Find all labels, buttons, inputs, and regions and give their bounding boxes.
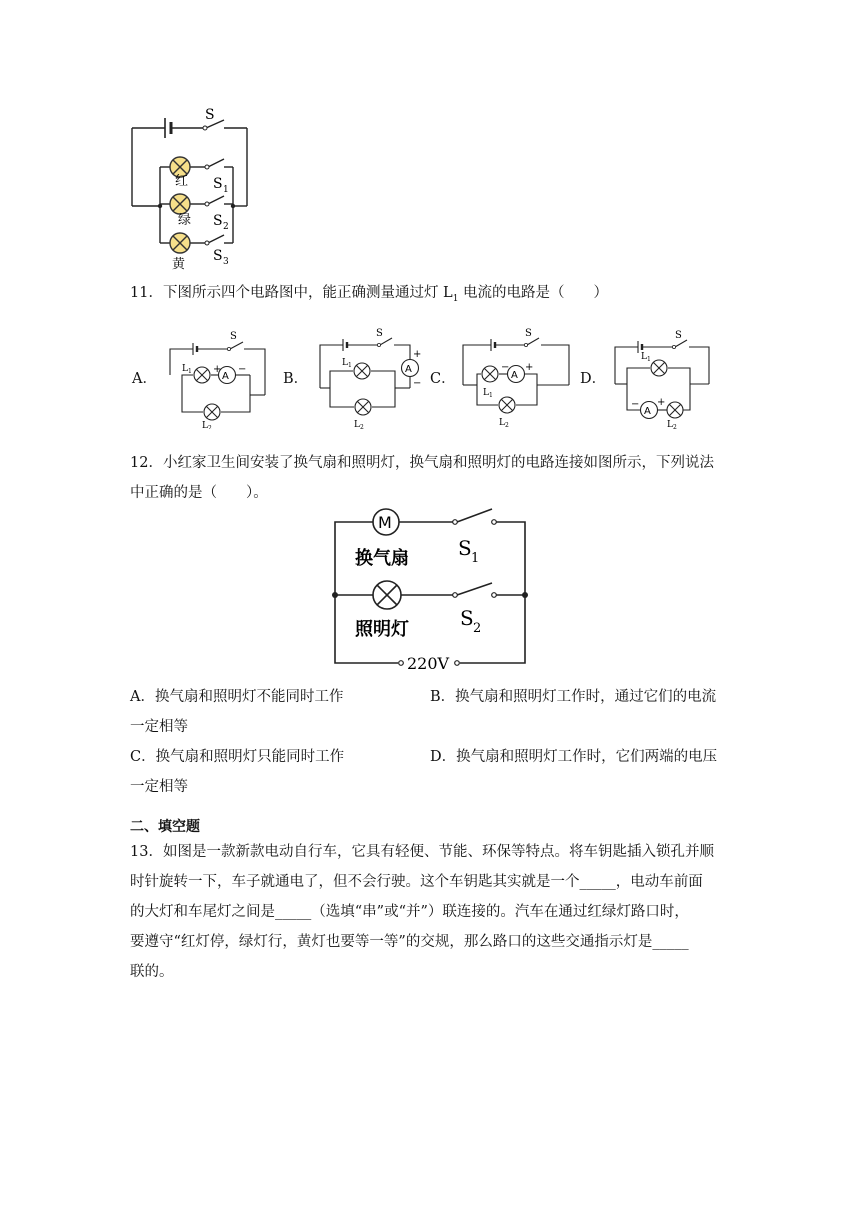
svg-text:+: + (525, 362, 534, 373)
q12-stem-line2: 中正确的是（ ）。 (130, 485, 268, 501)
q12-option-a[interactable]: A．换气扇和照明灯不能同时工作 (130, 689, 344, 705)
switch-s1: S (458, 536, 472, 560)
q12-option-c[interactable]: C．换气扇和照明灯只能同时工作 (130, 749, 345, 765)
fan-label: 换气扇 (355, 548, 409, 569)
svg-text:−: − (238, 364, 247, 375)
circuit-c (455, 325, 577, 429)
q12-option-d-cont: 一定相等 (130, 779, 188, 795)
svg-text:L1: $L_1$ (342, 358, 352, 369)
switch-main-label: S (205, 107, 215, 123)
switch-s1-sub: 1 (471, 551, 480, 566)
lamp-label-green: 绿 (178, 213, 192, 228)
svg-text:S: S (376, 328, 383, 339)
q11-option-d[interactable]: D． (580, 371, 607, 387)
q11-option-a[interactable]: A． (132, 371, 157, 387)
svg-text:+: + (213, 364, 222, 375)
svg-text:+: + (413, 349, 422, 360)
q12-option-b-cont: 一定相等 (130, 719, 188, 735)
q12-stem-line1: 12．小红家卫生间安装了换气扇和照明灯，换气扇和照明灯的电路连接如图所示，下列说法 (130, 455, 714, 471)
svg-text:L2: $L_2$ (499, 418, 509, 429)
lamp-label-yellow: 黄 (172, 257, 186, 272)
circuit-b (310, 328, 428, 432)
svg-text:L2: $L_2$ (354, 420, 364, 431)
svg-text:L2: $L_2$ (202, 421, 212, 429)
switch-s3-label: S (213, 248, 223, 264)
lamp-yellow (170, 233, 190, 253)
svg-text:L1: $L_1$ (182, 364, 192, 375)
lamp-label-red: 红 (175, 174, 189, 189)
svg-text:−: − (631, 399, 640, 410)
circuit-a (160, 325, 272, 429)
svg-text:−: − (413, 378, 422, 389)
switch-s2-sub: 2 (223, 222, 229, 232)
q11-option-b[interactable]: B． (283, 371, 309, 387)
svg-text:+: + (657, 397, 666, 408)
motor-symbol: M (378, 513, 392, 532)
lamp-green (170, 194, 190, 214)
svg-text:L1: $L_1$ (483, 388, 493, 399)
svg-text:A: A (405, 364, 412, 375)
switch-s2: S (460, 606, 474, 630)
q12-option-d[interactable]: D．换气扇和照明灯工作时，它们两端的电压 (430, 749, 718, 765)
switch-s3-sub: 3 (223, 257, 229, 267)
svg-text:A: A (511, 370, 518, 381)
switch-s2-label: S (213, 213, 223, 229)
svg-text:L1: $L_1$ (641, 352, 651, 363)
switch-s2-sub: 2 (473, 621, 482, 636)
q11-stem: 11．下图所示四个电路图中，能正确测量通过灯 $L_1$ 电流的电路是（ ） (130, 285, 609, 304)
q13-line4: 要遵守“红灯停，绿灯行，黄灯也要等一等”的交规，那么路口的这些交通指示灯是_____ (130, 934, 689, 950)
switch-s1-label: S (213, 176, 223, 192)
svg-text:S: S (525, 328, 532, 339)
svg-text:A: A (644, 406, 651, 417)
voltage-label: 220V (407, 654, 450, 673)
lamp-label: 照明灯 (355, 619, 409, 640)
switch-s1-sub: 1 (223, 185, 229, 195)
svg-text:−: − (501, 362, 510, 373)
q13-line3: 的大灯和车尾灯之间是_____（选填“串”或“并”）联连接的。汽车在通过红绿灯路口时， (130, 904, 689, 920)
traffic-light-circuit (120, 98, 260, 278)
q13-line1: 13．如图是一款新款电动自行车，它具有轻便、节能、环保等特点。将车钥匙插入锁孔并顺 (130, 844, 714, 860)
svg-text:A: A (222, 371, 229, 382)
svg-text:S: S (230, 331, 237, 342)
q13-line2: 时针旋转一下，车子就通电了，但不会行驶。这个车钥匙其实就是一个_____，电动车前面 (130, 874, 703, 890)
circuit-d (605, 325, 717, 429)
q13-line5: 联的。 (130, 964, 174, 980)
fan-light-circuit (320, 505, 540, 675)
svg-text:L2: $L_2$ (667, 420, 677, 429)
q12-option-b[interactable]: B．换气扇和照明灯工作时，通过它们的电流 (430, 689, 717, 705)
section-heading: 二、填空题 (130, 819, 200, 835)
q11-option-c[interactable]: C． (430, 371, 456, 387)
svg-text:S: S (675, 330, 682, 341)
